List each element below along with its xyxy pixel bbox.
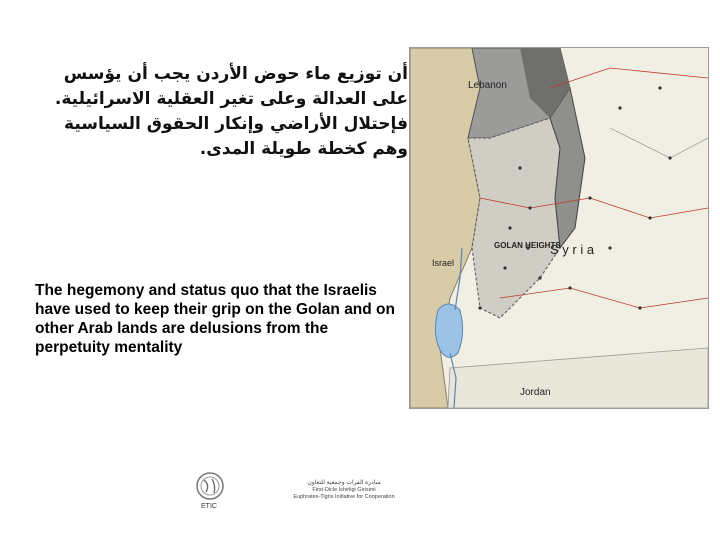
arabic-line-3: فإحتلال الأراضي وإنكار الحقوق السياسية bbox=[64, 114, 408, 134]
golan-region-map bbox=[409, 47, 709, 409]
etic-logo-label: ETIC bbox=[201, 503, 217, 510]
map-label-golan-heights: GOLAN HEIGHTS bbox=[494, 241, 561, 250]
arabic-line-4: وهم كخطة طويلة المدى. bbox=[199, 139, 408, 159]
map-label-lebanon: Lebanon bbox=[468, 80, 507, 91]
footer-arabic-name: مبادرة الفرات وجمعية للتعاون bbox=[307, 480, 381, 486]
arabic-paragraph bbox=[20, 62, 408, 162]
map-label-jordan: Jordan bbox=[520, 387, 551, 398]
footer-organization bbox=[292, 480, 396, 501]
arabic-line-1: أن توزيع ماء حوض الأردن يجب أن يؤسس bbox=[63, 64, 408, 84]
arabic-line-2: على العدالة وعلى تغير العقلية الاسرائيلية. bbox=[54, 89, 408, 109]
map-label-syria: S y r i a bbox=[550, 242, 595, 257]
footer-english-name-1: First-Dicle Ishirligi Girisimi bbox=[312, 487, 376, 493]
map-label-israel: Israel bbox=[432, 258, 455, 268]
english-paragraph: The hegemony and status quo that the Israelis have used to keep their grip on the Golan and on other Arab lands are delusions from the perpetuity mentality bbox=[35, 282, 395, 356]
map-graphic bbox=[410, 48, 708, 408]
footer-english-name-2: Euphrates-Tigris Initiative for Cooperation bbox=[293, 494, 395, 500]
etic-logo bbox=[192, 471, 228, 515]
